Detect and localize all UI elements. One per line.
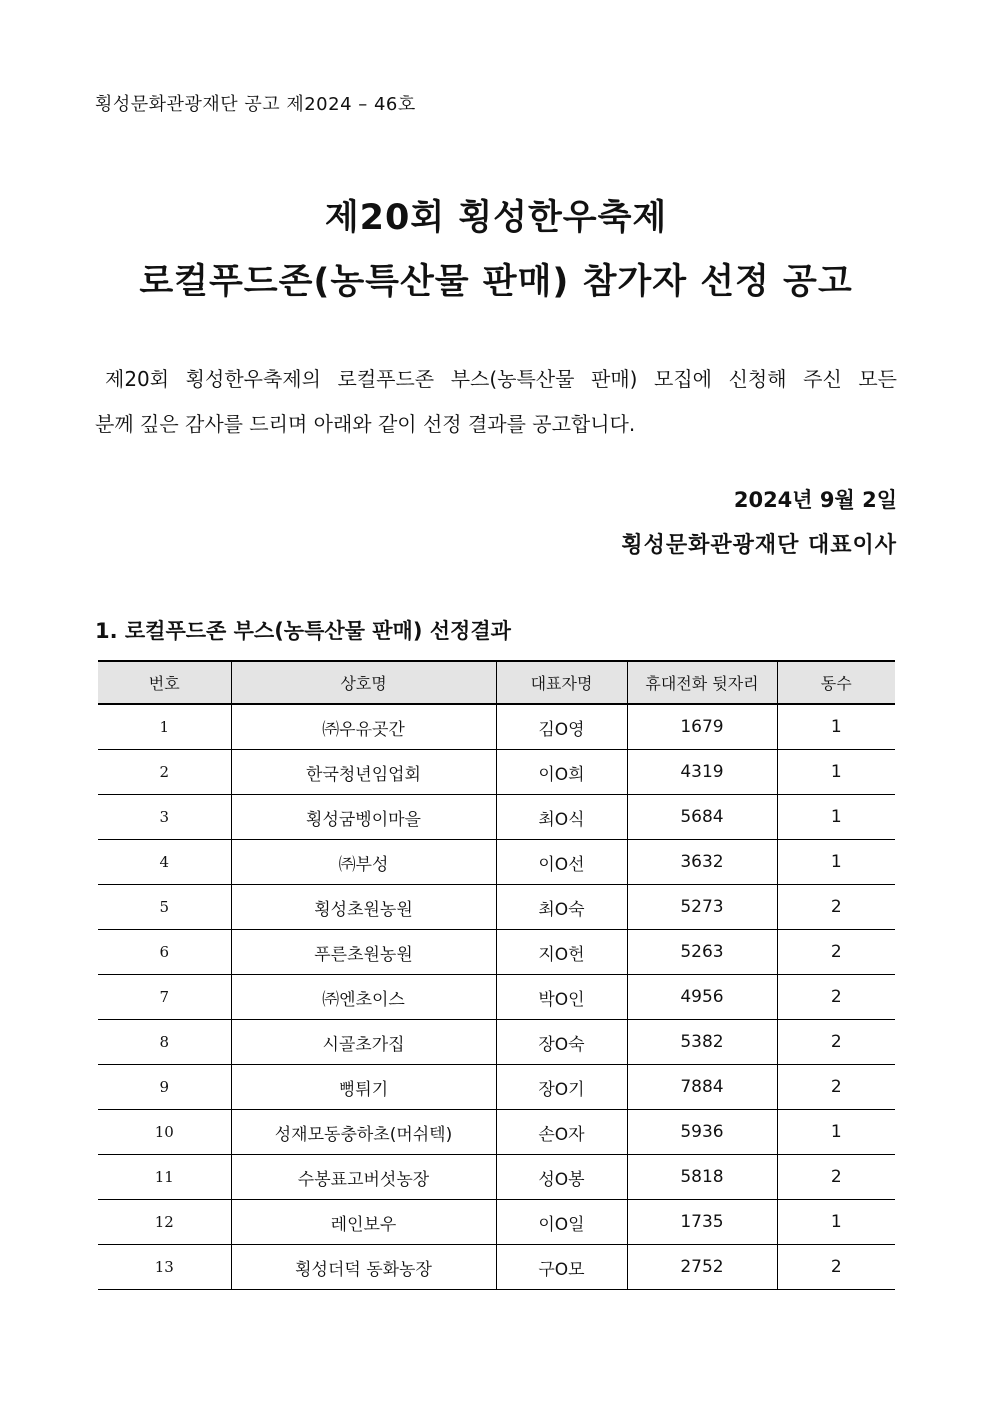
table-row bbox=[98, 1245, 895, 1290]
header-business-name: 상호명 bbox=[231, 661, 496, 704]
cell-number: 9 bbox=[98, 1065, 231, 1110]
cell-number: 10 bbox=[98, 1110, 231, 1155]
cell-business-name: 수봉표고버섯농장 bbox=[231, 1155, 496, 1200]
notice-number: 횡성문화관광재단 공고 제2024 – 46호 bbox=[95, 94, 416, 115]
cell-representative: 이O일 bbox=[496, 1200, 627, 1245]
cell-number: 4 bbox=[98, 840, 231, 885]
cell-booth-count: 1 bbox=[777, 795, 895, 840]
cell-phone-digits: 5684 bbox=[627, 795, 777, 840]
table-row bbox=[98, 975, 895, 1020]
cell-representative: 이O선 bbox=[496, 840, 627, 885]
cell-phone-digits: 3632 bbox=[627, 840, 777, 885]
cell-representative: 이O희 bbox=[496, 750, 627, 795]
cell-representative: 지O헌 bbox=[496, 930, 627, 975]
table-row bbox=[98, 795, 895, 840]
notice-date: 2024년 9월 2일 bbox=[733, 488, 897, 512]
table-row bbox=[98, 930, 895, 975]
table-header-row bbox=[98, 661, 895, 704]
cell-representative: 구O모 bbox=[496, 1245, 627, 1290]
cell-business-name: 한국청년임업회 bbox=[231, 750, 496, 795]
selection-result-table bbox=[98, 660, 895, 1290]
header-phone-digits: 휴대전화 뒷자리 bbox=[627, 661, 777, 704]
cell-representative: 손O자 bbox=[496, 1110, 627, 1155]
table-row bbox=[98, 1110, 895, 1155]
cell-phone-digits: 4319 bbox=[627, 750, 777, 795]
cell-number: 1 bbox=[98, 704, 231, 750]
cell-representative: 최O숙 bbox=[496, 885, 627, 930]
cell-number: 2 bbox=[98, 750, 231, 795]
cell-booth-count: 1 bbox=[777, 704, 895, 750]
table-row bbox=[98, 885, 895, 930]
cell-booth-count: 2 bbox=[777, 1155, 895, 1200]
header-number: 번호 bbox=[98, 661, 231, 704]
cell-number: 7 bbox=[98, 975, 231, 1020]
table-row bbox=[98, 840, 895, 885]
table-body bbox=[98, 704, 895, 1290]
header-booth-count: 동수 bbox=[777, 661, 895, 704]
cell-business-name: 횡성초원농원 bbox=[231, 885, 496, 930]
cell-number: 3 bbox=[98, 795, 231, 840]
cell-phone-digits: 5818 bbox=[627, 1155, 777, 1200]
table-row bbox=[98, 1155, 895, 1200]
cell-representative: 김O영 bbox=[496, 704, 627, 750]
cell-booth-count: 2 bbox=[777, 885, 895, 930]
cell-phone-digits: 7884 bbox=[627, 1065, 777, 1110]
table-row bbox=[98, 1020, 895, 1065]
cell-representative: 장O기 bbox=[496, 1065, 627, 1110]
cell-number: 8 bbox=[98, 1020, 231, 1065]
section-title: 1. 로컬푸드존 부스(농특산물 판매) 선정결과 bbox=[95, 619, 511, 643]
table-row bbox=[98, 704, 895, 750]
cell-phone-digits: 5273 bbox=[627, 885, 777, 930]
cell-business-name: 푸른초원농원 bbox=[231, 930, 496, 975]
cell-representative: 장O숙 bbox=[496, 1020, 627, 1065]
table-row bbox=[98, 750, 895, 795]
cell-phone-digits: 5263 bbox=[627, 930, 777, 975]
cell-booth-count: 1 bbox=[777, 750, 895, 795]
cell-business-name: 성재모동충하초(머쉬텍) bbox=[231, 1110, 496, 1155]
table-row bbox=[98, 1200, 895, 1245]
issuer: 횡성문화관광재단 대표이사 bbox=[621, 533, 897, 558]
paragraph-line-2: 분께 깊은 감사를 드리며 아래와 같이 선정 결과를 공고합니다. bbox=[95, 412, 636, 436]
cell-booth-count: 1 bbox=[777, 840, 895, 885]
cell-booth-count: 2 bbox=[777, 1020, 895, 1065]
cell-business-name: ㈜부성 bbox=[231, 840, 496, 885]
cell-business-name: ㈜우유곳간 bbox=[231, 704, 496, 750]
cell-phone-digits: 5382 bbox=[627, 1020, 777, 1065]
cell-booth-count: 2 bbox=[777, 1245, 895, 1290]
header-representative: 대표자명 bbox=[496, 661, 627, 704]
cell-business-name: 횡성더덕 동화농장 bbox=[231, 1245, 496, 1290]
cell-number: 6 bbox=[98, 930, 231, 975]
cell-representative: 성O봉 bbox=[496, 1155, 627, 1200]
paragraph-line-1: 제20회 횡성한우축제의 로컬푸드존 부스(농특산물 판매) 모집에 신청해 주신 모든 bbox=[105, 367, 897, 391]
table-row bbox=[98, 1065, 895, 1110]
cell-representative: 최O식 bbox=[496, 795, 627, 840]
cell-phone-digits: 5936 bbox=[627, 1110, 777, 1155]
cell-booth-count: 2 bbox=[777, 975, 895, 1020]
cell-phone-digits: 1679 bbox=[627, 704, 777, 750]
cell-number: 12 bbox=[98, 1200, 231, 1245]
cell-booth-count: 1 bbox=[777, 1110, 895, 1155]
cell-phone-digits: 1735 bbox=[627, 1200, 777, 1245]
cell-business-name: 횡성굼벵이마을 bbox=[231, 795, 496, 840]
cell-number: 5 bbox=[98, 885, 231, 930]
cell-business-name: 레인보우 bbox=[231, 1200, 496, 1245]
cell-booth-count: 1 bbox=[777, 1200, 895, 1245]
cell-business-name: 시골초가집 bbox=[231, 1020, 496, 1065]
cell-phone-digits: 2752 bbox=[627, 1245, 777, 1290]
cell-business-name: 뻥튀기 bbox=[231, 1065, 496, 1110]
cell-representative: 박O인 bbox=[496, 975, 627, 1020]
cell-number: 11 bbox=[98, 1155, 231, 1200]
cell-number: 13 bbox=[98, 1245, 231, 1290]
cell-booth-count: 2 bbox=[777, 1065, 895, 1110]
cell-booth-count: 2 bbox=[777, 930, 895, 975]
title-line-2: 로컬푸드존(농특산물 판매) 참가자 선정 공고 bbox=[139, 262, 853, 302]
cell-phone-digits: 4956 bbox=[627, 975, 777, 1020]
title-line-1: 제20회 횡성한우축제 bbox=[324, 198, 668, 238]
cell-business-name: ㈜엔초이스 bbox=[231, 975, 496, 1020]
